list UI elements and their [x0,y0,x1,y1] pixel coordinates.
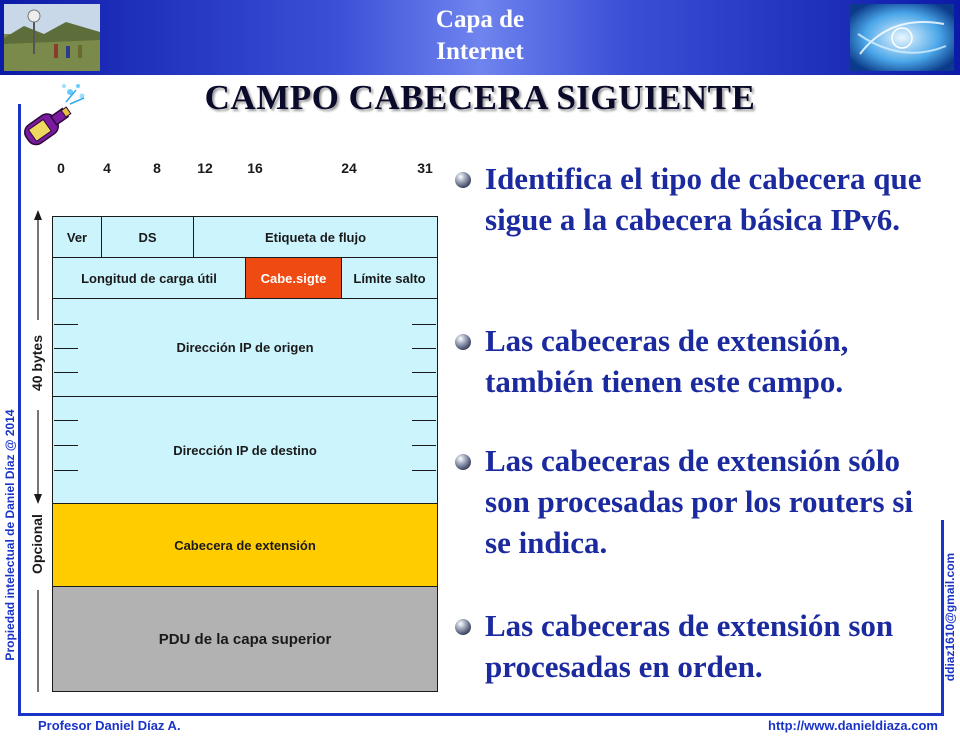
word-mark [412,445,436,446]
word-mark [412,420,436,421]
copyright-credit: Propiedad intelectual de Daniel Díaz @ 2014 [3,409,17,661]
network-art-image [850,4,954,71]
bit-tick: 12 [197,160,213,176]
word-mark [412,324,436,325]
word-mark [54,420,78,421]
word-mark [54,372,78,373]
bullet-text: Las cabeceras de extensión son procesadas en orden. [485,608,894,684]
bullet-sphere-icon [455,172,471,188]
upper-layer-pdu-block: PDU de la capa superior [52,586,438,692]
word-mark [54,348,78,349]
bit-tick: 31 [417,160,433,176]
frame-bottom-line [18,713,944,716]
ds-field: DS [101,216,194,258]
word-mark [54,470,78,471]
word-mark [412,348,436,349]
flow-label-field: Etiqueta de flujo [193,216,438,258]
bit-tick: 16 [247,160,263,176]
payload-length-field: Longitud de carga útil [52,257,246,299]
bullet-item [455,158,925,284]
bit-tick: 4 [103,160,111,176]
author-email[interactable]: ddiaz1610@gmail.com [943,552,957,682]
word-mark [54,445,78,446]
section-title [380,4,580,68]
page-title: CAMPO CABECERA SIGUIENTE [204,78,756,117]
bullet-sphere-icon [455,619,471,635]
bullet-text: Las cabeceras de extensión sólo son procesadas por los routers si se indica. [485,443,914,560]
bit-tick: 8 [153,160,161,176]
field-photo-image [4,4,100,71]
word-mark [412,372,436,373]
bit-tick: 24 [341,160,357,176]
hop-limit-field: Límite salto [341,257,438,299]
section-title-line1: Capa de [435,6,525,33]
destination-address-field: Dirección IP de destino [52,396,438,504]
footer-author: Profesor Daniel Díaz A. [38,718,181,733]
next-header-field: Cabe.sigte [245,257,342,299]
byte-axis-arrows [30,210,46,695]
bullet-item [455,440,925,566]
extension-header-block: Cabecera de extensión [52,503,438,587]
frame-left-line [18,104,21,716]
section-title-line2: Internet [436,38,524,65]
version-field: Ver [52,216,102,258]
word-mark [412,470,436,471]
bullet-item [455,605,925,689]
bullet-sphere-icon [455,334,471,350]
optional-label: Opcional [29,514,45,574]
bullet-sphere-icon [455,454,471,470]
footer-url-link[interactable]: http://www.danieldiaza.com [768,718,938,733]
bit-tick: 0 [57,160,65,176]
bullet-item [455,320,925,404]
word-mark [54,324,78,325]
bullet-text: Las cabeceras de extensión, también tienen este campo. [485,323,849,399]
source-address-field: Dirección IP de origen [52,298,438,397]
bullet-text: Identifica el tipo de cabecera que sigue a la cabecera básica IPv6. [485,161,922,237]
forty-bytes-label: 40 bytes [29,334,45,392]
